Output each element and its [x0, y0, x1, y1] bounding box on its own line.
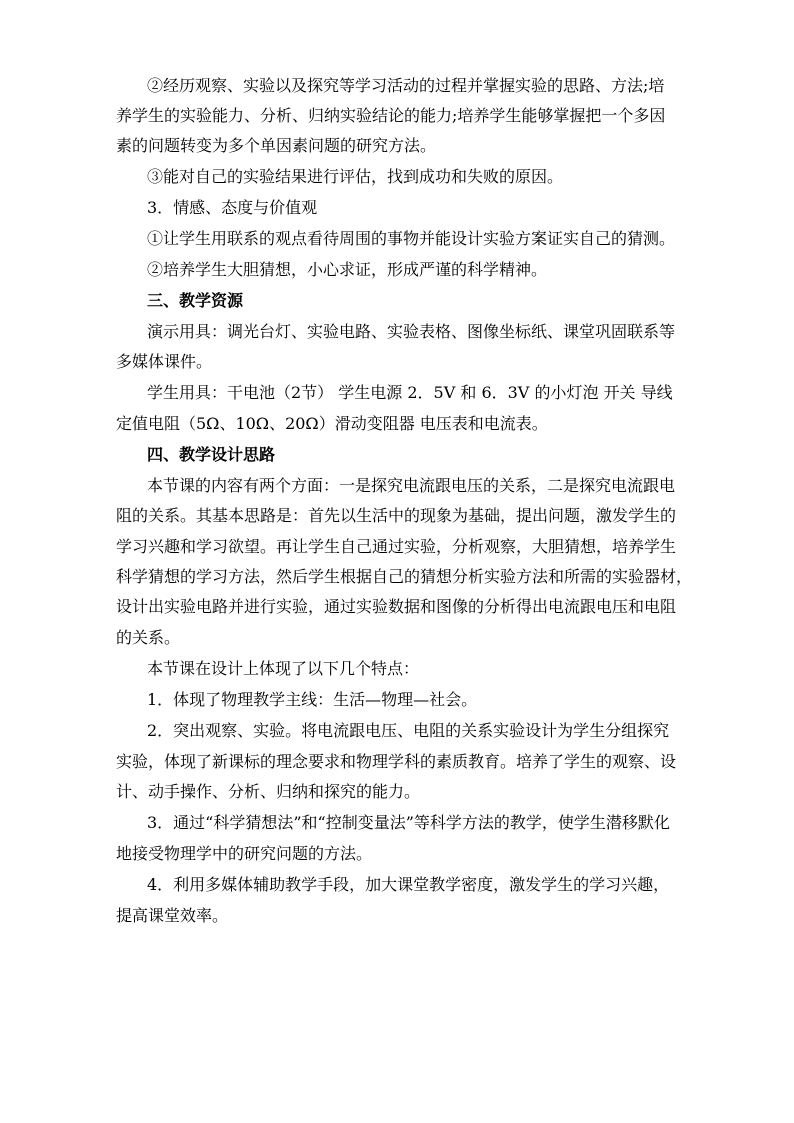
feature-4-line-2: 提高课堂效率。 — [116, 906, 229, 925]
objective-2-line-1: ②经历观察、实验以及探究等学习活动的过程并掌握实验的思路、方法;培 — [147, 76, 665, 95]
feature-3-line-1: 3．通过“科学猜想法”和“控制变量法”等科学方法的教学，使学生潜移默化 — [147, 813, 670, 832]
features-intro: 本节课在设计上体现了以下几个特点： — [147, 659, 420, 678]
attitude-item-1: ①让学生用联系的观点看待周围的事物并能设计实验方案证实自己的猜测。 — [147, 229, 676, 248]
demo-tools-line-1: 演示用具：调光台灯、实验电路、实验表格、图像坐标纸、课堂巩固联系等 — [147, 322, 676, 341]
design-para-line-1: 本节课的内容有两个方面：一是探究电流跟电压的关系，二是探究电流跟电 — [147, 476, 676, 495]
attitude-item-2: ②培养学生大胆猜想，小心求证，形成严谨的科学精神。 — [147, 260, 548, 279]
design-para-line-4: 科学猜想的学习方法，然后学生根据自己的猜想分析实验方法和所需的实验器材， — [116, 567, 693, 586]
student-tools-line-2: 定值电阻（5Ω、10Ω、20Ω）滑动变阻器 电压表和电流表。 — [116, 414, 548, 433]
feature-4-line-1: 4．利用多媒体辅助教学手段，加大课堂教学密度，激发学生的学习兴趣， — [147, 875, 670, 894]
section-3-subheading: 3．情感、态度与价值观 — [147, 198, 318, 217]
demo-tools-line-2: 多媒体课件。 — [116, 352, 213, 371]
design-para-line-2: 阻的关系。其基本思路是：首先以生活中的现象为基础，提出问题，激发学生的 — [116, 506, 677, 525]
heading-teaching-resources: 三、教学资源 — [147, 291, 244, 310]
student-tools-line-1: 学生用具：干电池（2节） 学生电源 2．5V 和 6．3V 的小灯泡 开关 导线 — [147, 383, 673, 402]
heading-design-ideas: 四、教学设计思路 — [147, 445, 276, 464]
feature-1: 1．体现了物理教学主线：生活—物理—社会。 — [147, 690, 478, 709]
design-para-line-3: 学习兴趣和学习欲望。再让学生自己通过实验，分析观察，大胆猜想，培养学生 — [116, 537, 677, 556]
design-para-line-5: 设计出实验电路并进行实验，通过实验数据和图像的分析得出电流跟电压和电阻 — [116, 597, 677, 616]
feature-2-line-2: 实验，体现了新课标的理念要求和物理学科的素质教育。培养了学生的观察、设 — [116, 752, 677, 771]
feature-3-line-2: 地接受物理学中的研究问题的方法。 — [116, 844, 373, 863]
objective-2-line-3: 素的问题转变为多个单因素问题的研究方法。 — [116, 136, 437, 155]
feature-2-line-3: 计、动手操作、分析、归纳和探究的能力。 — [116, 782, 421, 801]
objective-2-line-2: 养学生的实验能力、分析、归纳实验结论的能力;培养学生能够掌握把一个多因 — [116, 106, 666, 125]
objective-3-line: ③能对自己的实验结果进行评估，找到成功和失败的原因。 — [147, 167, 564, 186]
design-para-line-6: 的关系。 — [116, 628, 181, 647]
feature-2-line-1: 2．突出观察、实验。将电流跟电压、电阻的关系实验设计为学生分组探究 — [147, 721, 670, 740]
